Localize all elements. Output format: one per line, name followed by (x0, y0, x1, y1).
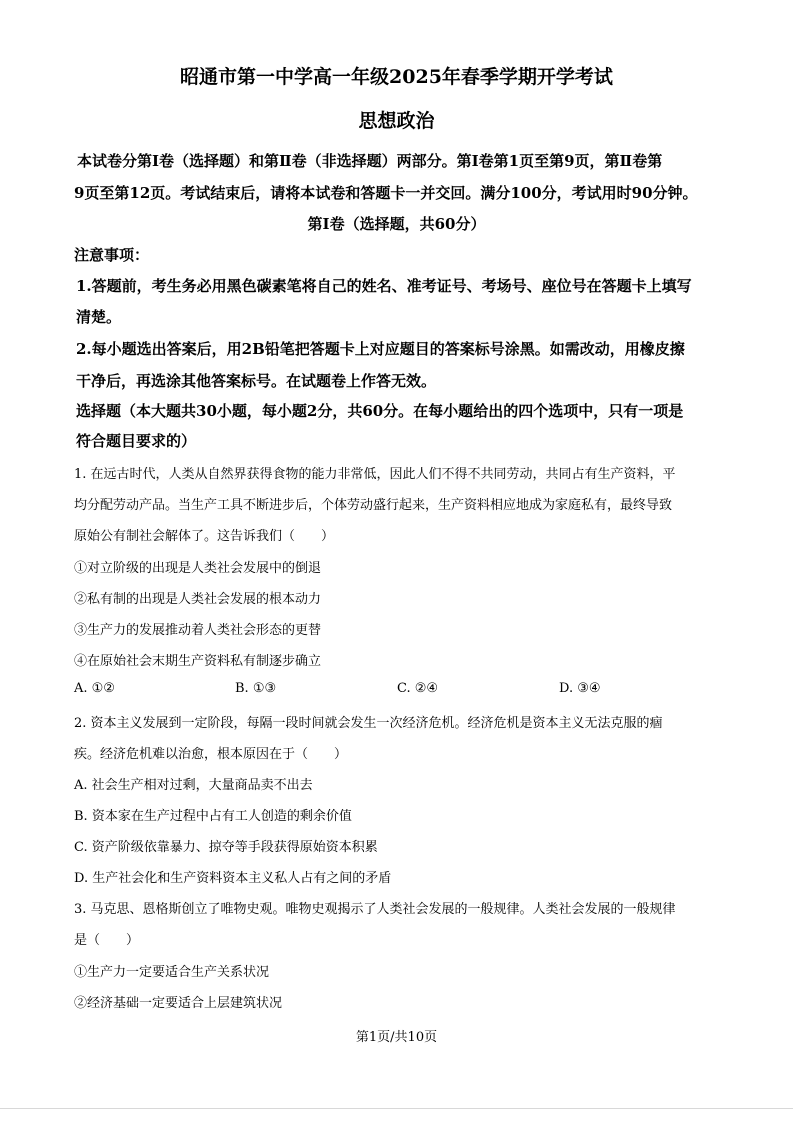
q1-stem-line-2: 均分配劳动产品。当生产工具不断进步后，个体劳动盛行起来，生产资料相应地成为家庭私有，最终导致 (74, 498, 673, 513)
q3-stem-line-2: 是（ ） (74, 933, 140, 948)
notice-line-3: 2.每小题选出答案后，用2B铅笔把答题卡上对应题目的答案标号涂黑。如需改动，用橡皮擦 (76, 340, 685, 358)
exam-title: 昭通市第一中学高一年级2025年春季学期开学考试 (180, 66, 613, 88)
q1-statement-2: ②私有制的出现是人类社会发展的根本动力 (74, 592, 322, 607)
q1-statement-3: ③生产力的发展推动着人类社会形态的更替 (74, 623, 322, 638)
notice-line-4: 干净后，再选涂其他答案标号。在试题卷上作答无效。 (76, 372, 437, 390)
q1-statement-1: ①对立阶级的出现是人类社会发展中的倒退 (74, 561, 322, 576)
q1-option-a: A. ①② (74, 681, 115, 696)
q3-statement-1: ①生产力一定要适合生产关系状况 (74, 965, 270, 980)
subject-title: 思想政治 (358, 110, 435, 132)
q3-statement-2: ②经济基础一定要适合上层建筑状况 (74, 996, 283, 1011)
q2-option-d: D. 生产社会化和生产资料资本主义私人占有之间的矛盾 (74, 871, 392, 886)
q2-option-b: B. 资本家在生产过程中占有工人创造的剩余价值 (74, 809, 352, 824)
intro-line-1: 本试卷分第Ⅰ卷（选择题）和第Ⅱ卷（非选择题）两部分。第Ⅰ卷第1页至第9页，第Ⅱ卷第 (77, 152, 663, 170)
section-title: 第Ⅰ卷（选择题，共60分） (307, 215, 486, 233)
q1-statement-4: ④在原始社会末期生产资料私有制逐步确立 (74, 654, 322, 669)
q1-stem-line-1: 1. 在远古时代，人类从自然界获得食物的能力非常低，因此人们不得不共同劳动，共同占有生产资料，平 (74, 467, 676, 482)
q1-stem-line-3: 原始公有制社会解体了。这告诉我们（ ） (74, 529, 335, 544)
q1-option-d: D. ③④ (559, 681, 601, 696)
page-bottom-divider (0, 1108, 793, 1109)
intro-line-2: 9页至第12页。考试结束后，请将本试卷和答题卡一并交回。满分100分，考试用时90分钟。 (74, 184, 698, 202)
q3-stem-line-1: 3. 马克思、恩格斯创立了唯物史观。唯物史观揭示了人类社会发展的一般规律。人类社会发展的一般规律 (74, 902, 676, 917)
notice-line-1: 1.答题前，考生务必用黑色碳素笔将自己的姓名、准考证号、考场号、座位号在答题卡上填写 (76, 277, 692, 295)
q2-stem-line-1: 2. 资本主义发展到一定阶段，每隔一段时间就会发生一次经济危机。经济危机是资本主义无法克服的痼 (74, 716, 663, 731)
q1-option-b: B. ①③ (235, 681, 277, 696)
page-number: 第1页/共10页 (355, 1030, 438, 1045)
notice-line-5: 选择题（本大题共30小题，每小题2分，共60分。在每小题给出的四个选项中，只有一项是 (76, 402, 684, 420)
notice-line-6: 符合题目要求的） (76, 432, 197, 450)
q2-stem-line-2: 疾。经济危机难以治愈，根本原因在于（ ） (74, 747, 348, 762)
q2-option-c: C. 资产阶级依靠暴力、掠夺等手段获得原始资本积累 (74, 840, 378, 855)
notice-heading: 注意事项： (74, 246, 150, 264)
notice-line-2: 清楚。 (76, 308, 122, 326)
q2-option-a: A. 社会生产相对过剩，大量商品卖不出去 (74, 778, 313, 793)
q1-option-c: C. ②④ (397, 681, 439, 696)
